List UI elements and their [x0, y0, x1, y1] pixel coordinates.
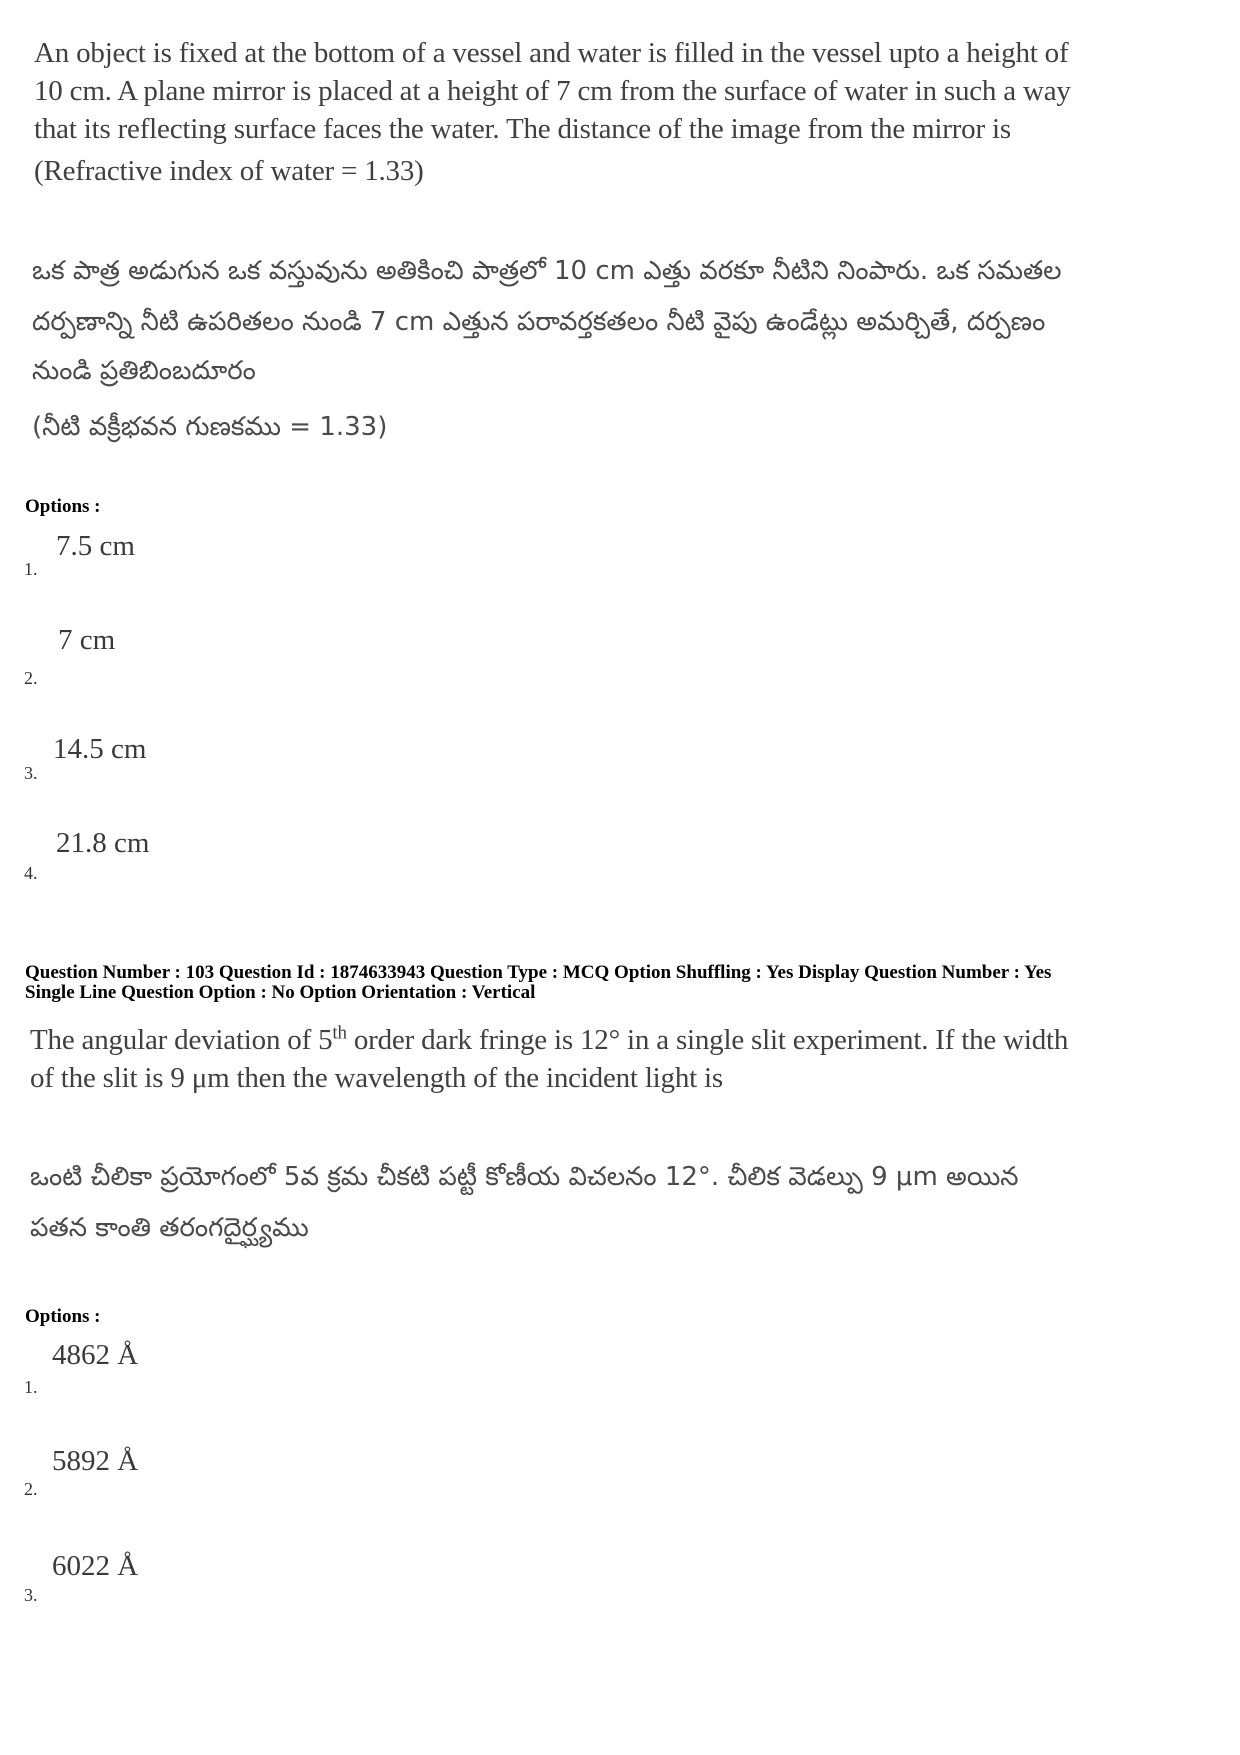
question-1-telugu-line-3: నుండి ప్రతిబింబదూరం — [32, 356, 256, 386]
option-3-number: 3. — [24, 763, 38, 783]
ordinal-suffix: th — [332, 1022, 347, 1044]
question-1-line-1: An object is fixed at the bottom of a vessel and water is filled in the vessel upto a height of — [34, 37, 1069, 69]
option-2-value[interactable]: 7 cm — [58, 624, 116, 656]
question-1-line-3: that its reflecting surface faces the water. The distance of the image from the mirror is — [34, 113, 1011, 145]
options-heading-2: Options : — [25, 1306, 101, 1327]
option-4-number: 4. — [24, 863, 38, 883]
option-1-value[interactable]: 7.5 cm — [56, 530, 135, 562]
q2-option-3-value[interactable]: 6022 Å — [52, 1550, 139, 1582]
question-2-line-1 — [30, 1021, 1210, 1059]
question-103-meta-line-2: Single Line Question Option : No Option Orientation : Vertical — [25, 982, 536, 1003]
question-2-line-2: of the slit is 9 μm then the wavelength of the incident light is — [30, 1062, 723, 1094]
question-2-line-1-start: The angular deviation of 5 — [30, 1024, 333, 1056]
q2-option-1-value[interactable]: 4862 Å — [52, 1339, 139, 1371]
question-2-telugu-line-1: ఒంటి చీలికా ప్రయోగంలో 5వ క్రమ చీకటి పట్టీ కోణీయ విచలనం 12°. చీలిక వెడల్పు 9 μm అయిన — [30, 1162, 1019, 1192]
question-1-text — [34, 34, 1214, 190]
question-1-telugu-line-2: దర్పణాన్ని నీటి ఉపరితలం నుండి 7 cm ఎత్తున పరావర్తకతలం నీటి వైపు ఉండేట్లు అమర్చితే, దర్పణం — [32, 307, 1046, 337]
option-4-value[interactable]: 21.8 cm — [56, 827, 150, 859]
question-2-telugu-line-2: పతన కాంతి తరంగదైర్ఘ్యము — [30, 1213, 309, 1243]
option-1-number: 1. — [24, 559, 38, 579]
q2-option-1-number: 1. — [24, 1377, 38, 1397]
question-2-text — [30, 1021, 1210, 1097]
question-1-telugu-line-4: (నీటి వక్రీభవన గుణకము = 1.33) — [32, 412, 388, 442]
options-heading: Options : — [25, 496, 101, 517]
q2-option-3-number: 3. — [24, 1585, 38, 1605]
question-1-line-4: (Refractive index of water = 1.33) — [34, 155, 424, 187]
q2-option-2-value[interactable]: 5892 Å — [52, 1445, 139, 1477]
question-1-telugu-line-1: ఒక పాత్ర అడుగున ఒక వస్తువును అతికించి పాత్రలో 10 cm ఎత్తు వరకూ నీటిని నింపారు. ఒక సమతల — [32, 256, 1062, 286]
q2-option-2-number: 2. — [24, 1479, 38, 1499]
option-3-value[interactable]: 14.5 cm — [53, 733, 147, 765]
option-2-number: 2. — [24, 668, 38, 688]
question-1-line-2: 10 cm. A plane mirror is placed at a height of 7 cm from the surface of water in such a way — [34, 75, 1071, 107]
question-2-line-1-end: order dark fringe is 12° in a single slit experiment. If the width — [346, 1024, 1069, 1056]
question-103-meta-line-1: Question Number : 103 Question Id : 1874633943 Question Type : MCQ Option Shuffling : Yes Display Question Number : Yes — [25, 962, 1052, 983]
